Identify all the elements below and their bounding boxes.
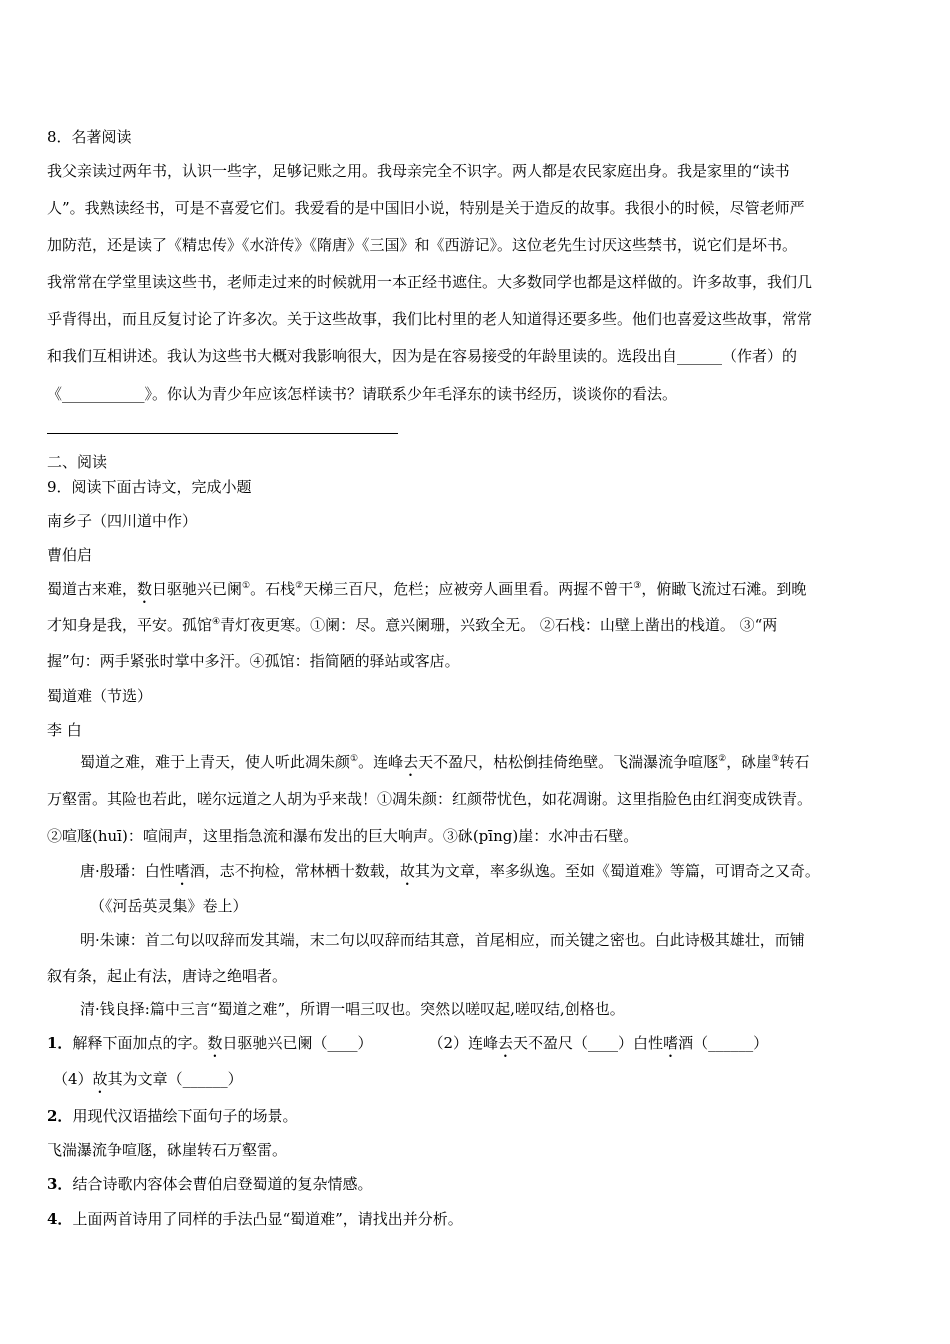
question-number: 2． bbox=[47, 1107, 73, 1125]
question-number: 1． bbox=[47, 1034, 73, 1052]
poem-1-notes: 握”句：两手紧张时掌中多汗。④孤馆：指简陋的驿站或客店。 bbox=[47, 652, 460, 670]
text-span: 青灯夜更寒。①阑：尽。意兴阑珊，兴致全无。 ②石栈：山壁上凿出的栈道。 ③“两 bbox=[220, 616, 778, 634]
question-number: 3． bbox=[47, 1175, 73, 1193]
text-span: 。石栈 bbox=[250, 580, 296, 598]
text-span: 。连峰 bbox=[358, 753, 404, 771]
text-span: 蜀道古来难， bbox=[47, 580, 138, 598]
dotted-char: 数 bbox=[137, 580, 153, 598]
text-span: 其为文章，率多纵逸。至如《蜀道难》等篇，可谓奇之又奇。 bbox=[414, 862, 820, 880]
question-8-passage-line: 和我们互相讲述。我认为这些书大概对我影响很大，因为是在容易接受的年龄里读的。选段出自______（作者）的 bbox=[47, 347, 798, 365]
footnote-mark: ① bbox=[350, 754, 359, 764]
commentary-line: 叙有条，起止有法，唐诗之绝唱者。 bbox=[47, 967, 288, 985]
poem-2-title: 蜀道难（节选） bbox=[47, 687, 153, 705]
commentary-line: 清·钱良择:篇中三言“蜀道之难”，所谓一唱三叹也。突然以嗟叹起,嗟叹结,创格也。 bbox=[80, 1000, 625, 1018]
dotted-char: 数 bbox=[207, 1034, 223, 1052]
subquestion-1 bbox=[47, 1033, 907, 1061]
question-8-passage-line: 乎背得出，而且反复讨论了许多次。关于这些故事，我们比村里的老人知道得还要多些。他们也喜爱这些故事，常常 bbox=[47, 310, 813, 328]
poem-1-author: 曹伯启 bbox=[47, 546, 93, 564]
footnote-mark: ④ bbox=[212, 617, 221, 627]
text-span: 解释下面加点的字。 bbox=[72, 1034, 208, 1052]
text-span: 其为文章（______） bbox=[107, 1070, 243, 1088]
dotted-char: 去 bbox=[403, 753, 419, 771]
text-span: 结合诗歌内容体会曹伯启登蜀道的复杂情感。 bbox=[72, 1175, 373, 1193]
text-span: 上面两首诗用了同样的手法凸显“蜀道难”，请找出并分析。 bbox=[72, 1210, 463, 1228]
text-span: 日驱驰兴已阑（____） bbox=[222, 1034, 373, 1052]
text-span: 转石 bbox=[779, 753, 810, 771]
text-span: ，砯崖 bbox=[726, 753, 772, 771]
answer-line bbox=[47, 433, 398, 434]
section-heading: 二、阅读 bbox=[47, 453, 108, 471]
footnote-mark: ③ bbox=[633, 581, 642, 591]
question-8-title: 8．名著阅读 bbox=[47, 128, 132, 146]
subquestion-2 bbox=[47, 1106, 907, 1126]
text-span: 天梯三百尺，危栏；应被旁人画里看。两握不曾干 bbox=[303, 580, 634, 598]
question-8-passage-line: 人”。我熟读经书，可是不喜爱它们。我爱看的是中国旧小说，特别是关于造反的故事。我很小的时候，尽管老师严 bbox=[47, 199, 805, 217]
text-span: 用现代汉语描绘下面句子的场景。 bbox=[72, 1107, 298, 1125]
text-span: 酒，志不拘检，常林栖十数载， bbox=[189, 862, 400, 880]
poem-1-line bbox=[47, 579, 907, 607]
dotted-char: 故 bbox=[399, 862, 415, 880]
text-span: 才知身是我，平安。孤馆 bbox=[47, 616, 213, 634]
footnote-mark: ② bbox=[295, 581, 304, 591]
poem-2-author: 李 白 bbox=[47, 721, 82, 739]
dotted-char: 嗜 bbox=[174, 862, 190, 880]
poem-2-line bbox=[80, 752, 940, 780]
question-9-title: 9．阅读下面古诗文，完成小题 bbox=[47, 478, 252, 496]
commentary-source: （《河岳英灵集》卷上） bbox=[90, 897, 248, 915]
text-span: 酒（______） bbox=[678, 1034, 769, 1052]
poem-1-title: 南乡子（四川道中作） bbox=[47, 512, 198, 530]
subquestion-2-quote: 飞湍瀑流争喧豗，砯崖转石万壑雷。 bbox=[47, 1141, 288, 1159]
poem-2-line: 万壑雷。其险也若此，嗟尔远道之人胡为乎来哉！①凋朱颜：红颜带忧色，如花凋谢。这里指脸色由红润变成铁青。 bbox=[47, 790, 813, 808]
dotted-char: 嗜 bbox=[663, 1034, 679, 1052]
subquestion-3 bbox=[47, 1174, 907, 1194]
commentary-line: 明·朱谏：首二句以叹辞而发其端，末二句以叹辞而结其意，首尾相应，而关键之密也。白此诗极其雄壮，而铺 bbox=[80, 931, 805, 949]
text-span: （2）连峰 bbox=[428, 1034, 499, 1052]
text-span: 蜀道之难，难于上青天，使人听此凋朱颜 bbox=[80, 753, 351, 771]
question-8-passage-line: 我父亲读过两年书，认识一些字，足够记账之用。我母亲完全不识字。两人都是农民家庭出身。我是家里的“读书 bbox=[47, 162, 790, 180]
poem-1-line bbox=[47, 615, 907, 635]
text-span: 日驱驰兴已阑 bbox=[152, 580, 243, 598]
footnote-mark: ① bbox=[242, 581, 251, 591]
text-span: ，俯瞰飞流过石滩。到晚 bbox=[641, 580, 807, 598]
commentary-line bbox=[80, 861, 940, 889]
dotted-char: 故 bbox=[92, 1070, 108, 1088]
text-span: （4） bbox=[53, 1070, 93, 1088]
question-8-passage-line: 加防范，还是读了《精忠传》《水浒传》《隋唐》《三国》和《西游记》。这位老先生讨厌这些禁书，说它们是坏书。 bbox=[47, 236, 798, 254]
question-8-prompt: 《___________》。你认为青少年应该怎样读书？请联系少年毛泽东的读书经历，谈谈你的看法。 bbox=[47, 385, 678, 403]
text-span: 天不盈尺（____）白性 bbox=[513, 1034, 664, 1052]
footnote-mark: ③ bbox=[771, 754, 780, 764]
dotted-char: 去 bbox=[498, 1034, 514, 1052]
poem-2-notes: ②喧豗(huī)：喧闹声，这里指急流和瀑布发出的巨大响声。③砯(pīng)崖：水冲击石壁。 bbox=[47, 827, 639, 845]
question-number: 4． bbox=[47, 1210, 73, 1228]
subquestion-4 bbox=[47, 1209, 907, 1229]
text-span: 唐·殷璠：白性 bbox=[80, 862, 175, 880]
footnote-mark: ② bbox=[718, 754, 727, 764]
question-8-passage-line: 我常常在学堂里读这些书，老师走过来的时候就用一本正经书遮住。大多数同学也都是这样做的。许多故事，我们几 bbox=[47, 273, 813, 291]
subquestion-1-part bbox=[53, 1069, 913, 1097]
text-span: 天不盈尺，枯松倒挂倚绝壁。飞湍瀑流争喧豗 bbox=[418, 753, 719, 771]
